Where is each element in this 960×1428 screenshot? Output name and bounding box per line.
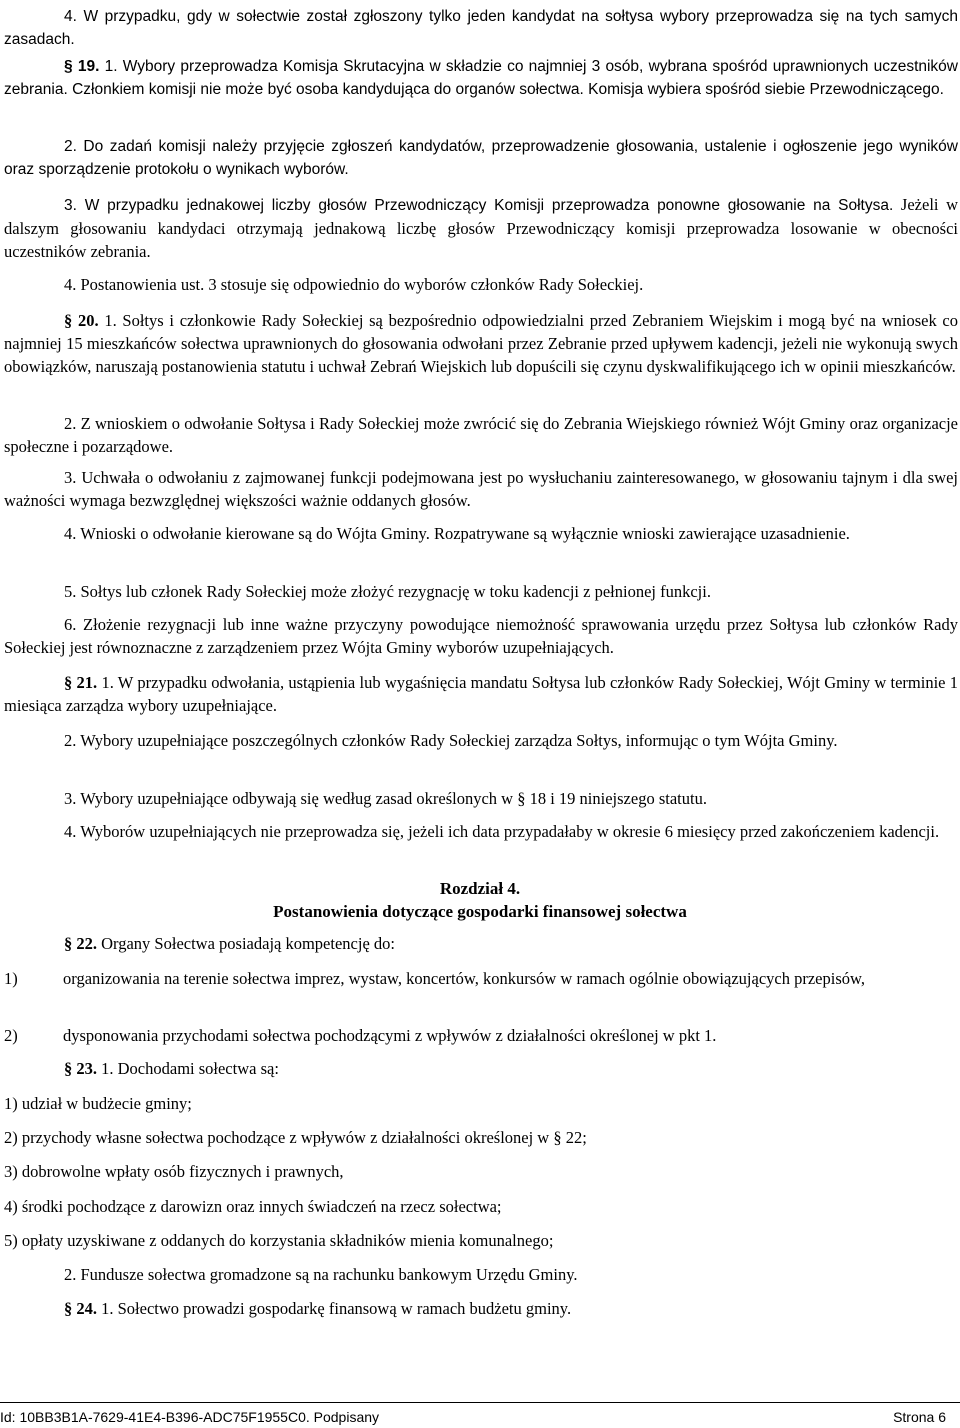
paragraph-23-2: 2. Fundusze sołectwa gromadzone są na rachunku bankowym Urzędu Gminy.: [64, 1265, 578, 1284]
section-number: § 19.: [64, 58, 100, 75]
list-item: 2) przychody własne sołectwa pochodzące z wpływów z działalności określonej w § 22;: [4, 1128, 587, 1147]
paragraph-21-3: 3. Wybory uzupełniające odbywają się według zasad określonych w § 18 i 19 niniejszego statutu.: [64, 789, 707, 808]
chapter-title: Postanowienia dotyczące gospodarki finansowej sołectwa: [273, 902, 687, 921]
paragraph-20-5: 5. Sołtys lub członek Rady Sołeckiej może złożyć rezygnację w toku kadencji z pełnionej funkcji.: [64, 582, 711, 601]
paragraph-19-4: 4. Postanowienia ust. 3 stosuje się odpowiednio do wyborów członków Rady Sołeckiej.: [64, 275, 644, 294]
paragraph-20-1: § 20. 1. Sołtys i członkowie Rady Sołeckiej są bezpośrednio odpowiedzialni przed Zebraniem Wiejskim i mogą być na wniosek co najmniej 15 mieszkańców sołectwa uprawnionych do głosowania odwołani przez Zebranie przed upływem kadencji, jeżeli nie wykonują swych obowiązków, naruszają postanowienia statutu i uchwał Zebrań Wiejskich lub dopuścili się czynu dyskwalifikującego ich w opinii mieszkańców.: [4, 311, 958, 376]
paragraph-19-3: 3. W przypadku jednakowej liczby głosów Przewodniczący Komisji przeprowadza ponowne głosowanie na Sołtysa. Jeżeli w dalszym głosowaniu kandydaci otrzymają jednakową liczbę głosów Przewodniczący komisji przeprowadza losowanie w obecności uczestników zebrania.: [4, 195, 959, 261]
section-number: § 21.: [64, 673, 98, 692]
paragraph-21-2: 2. Wybory uzupełniające poszczególnych członków Rady Sołeckiej zarządza Sołtys, informując o tym Wójta Gminy.: [64, 731, 838, 750]
paragraph-24-1: § 24. 1. Sołectwo prowadzi gospodarkę finansową w ramach budżetu gminy.: [64, 1299, 572, 1318]
section-number: § 23.: [64, 1059, 97, 1078]
page-number: Strona 6: [893, 1409, 946, 1425]
section-number: § 22.: [64, 934, 97, 953]
footer-divider: [0, 1402, 960, 1403]
paragraph-19-2: 2. Do zadań komisji należy przyjęcie zgłoszeń kandydatów, przeprowadzenie głosowania, ustalenie i ogłoszenie jego wyników oraz sporządzenie protokołu o wynikach wyborów.: [4, 138, 958, 178]
section-number: § 24.: [64, 1299, 97, 1318]
paragraph-21-4: 4. Wyborów uzupełniających nie przeprowadza się, jeżeli ich data przypadałaby w okresie 6 miesięcy przed zakończeniem kadencji.: [64, 822, 940, 841]
paragraph-20-3: 3. Uchwała o odwołaniu z zajmowanej funkcji podejmowana jest po wysłuchaniu zainteresowanego, w głosowaniu tajnym i dla swej ważności wymaga bezwzględnej większości ważnie oddanych głosów.: [4, 468, 958, 510]
list-item: 5) opłaty uzyskiwane z oddanych do korzystania składników mienia komunalnego;: [4, 1231, 554, 1250]
paragraph-22: § 22. Organy Sołectwa posiadają kompetencję do:: [64, 934, 395, 953]
list-item: 3) dobrowolne wpłaty osób fizycznych i prawnych,: [4, 1162, 344, 1181]
paragraph-20-6: 6. Złożenie rezygnacji lub inne ważne przyczyny powodujące niemożność sprawowania urzędu przez Sołtysa lub członków Rady Sołeckiej jest równoznaczne z zarządzeniem przez Wójta Gminy wyborów uzupełniających.: [4, 615, 958, 657]
list-item: 1) udział w budżecie gminy;: [4, 1094, 192, 1113]
list-item: 1) organizowania na terenie sołectwa imprez, wystaw, koncertów, konkursów w ramach ogólnie obowiązujących przepisów,: [4, 969, 865, 988]
chapter-number: Rozdział 4.: [439, 879, 521, 898]
list-item: 4) środki pochodzące z darowizn oraz innych świadczeń na rzecz sołectwa;: [4, 1197, 502, 1216]
paragraph-21-1: § 21. 1. W przypadku odwołania, ustąpienia lub wygaśnięcia mandatu Sołtysa lub członków Rady Sołeckiej, Wójt Gminy w terminie 1 miesiąca zarządza wybory uzupełniające.: [4, 673, 959, 715]
paragraph-20-2: 2. Z wnioskiem o odwołanie Sołtysa i Rady Sołeckiej może zwrócić się do Zebrania Wiejskiego również Wójt Gminy oraz organizacje społeczne i pozarządowe.: [4, 414, 958, 456]
paragraph-20-4: 4. Wnioski o odwołanie kierowane są do Wójta Gminy. Rozpatrywane są wyłącznie wnioski zawierające uzasadnienie.: [64, 524, 850, 543]
document-id: Id: 10BB3B1A-7629-41E4-B396-ADC75F1955C0. Podpisany: [0, 1409, 380, 1425]
list-item: 2) dysponowania przychodami sołectwa pochodzącymi z wpływów z działalności określonej w pkt 1.: [4, 1026, 717, 1045]
paragraph-19-1: § 19. 1. Wybory przeprowadza Komisja Skrutacyjna w składzie co najmniej 3 osób, wybrana spośród uprawnionych uczestników zebrania. Członkiem komisji nie może być osoba kandydująca do organów sołectwa. Komisja wybiera spośród siebie Przewodniczącego.: [4, 58, 958, 98]
paragraph-18-4: 4. W przypadku, gdy w sołectwie został zgłoszony tylko jeden kandydat na sołtysa wybory przeprowadza się na tych samych zasadach.: [4, 8, 958, 48]
section-number: § 20.: [64, 311, 99, 330]
paragraph-23-1: § 23. 1. Dochodami sołectwa są:: [64, 1059, 279, 1078]
